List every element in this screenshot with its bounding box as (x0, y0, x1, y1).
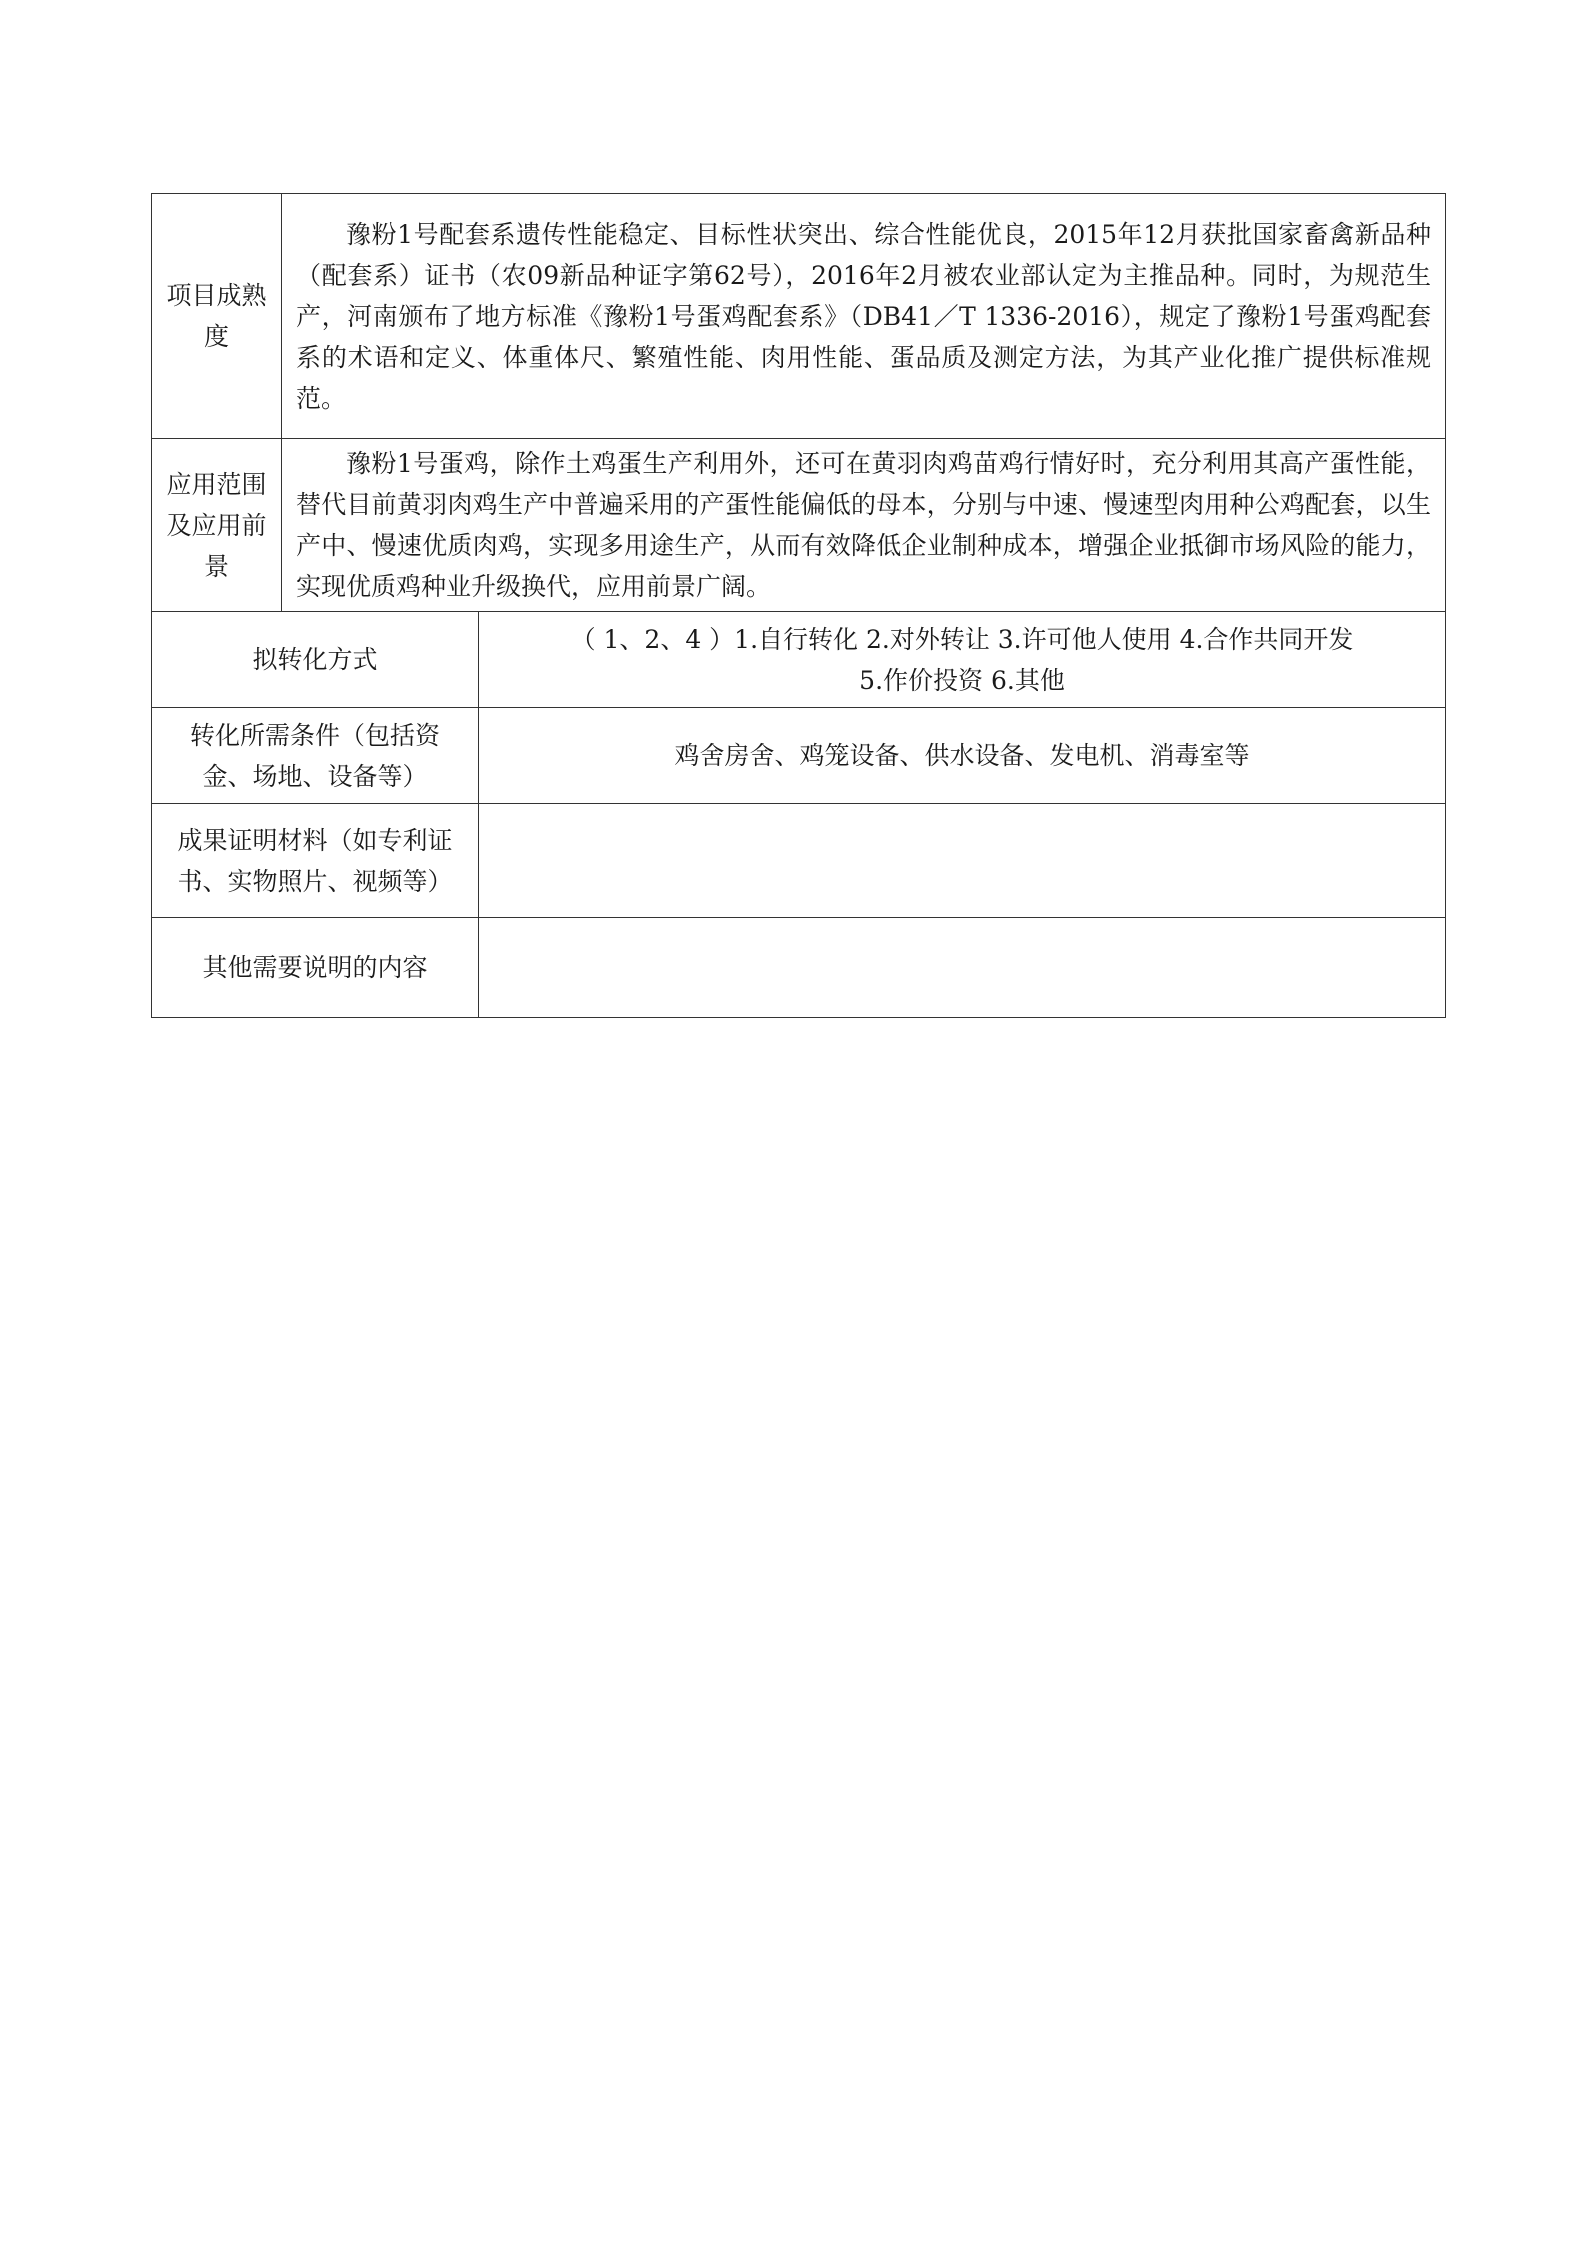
maturity-label: 项目成熟度 (152, 194, 282, 439)
transfer-mode-row (152, 612, 1446, 708)
conditions-content: 鸡舍房舍、鸡笼设备、供水设备、发电机、消毒室等 (479, 708, 1446, 804)
maturity-row (152, 194, 1446, 439)
application-label: 应用范围及应用前景 (152, 439, 282, 612)
evidence-content (479, 804, 1446, 918)
maturity-content: 豫粉1号配套系遗传性能稳定、目标性状突出、综合性能优良，2015年12月获批国家畜禽新品种（配套系）证书（农09新品种证字第62号），2016年2月被农业部认定为主推品种。同时，为规范生产，河南颁布了地方标准《豫粉1号蛋鸡配套系》（DB41／T 1336-2016），规定了豫粉1号蛋鸡配套系的术语和定义、体重体尺、繁殖性能、肉用性能、蛋品质及测定方法，为其产业化推广提供标准规范。 (282, 194, 1446, 439)
application-content: 豫粉1号蛋鸡，除作土鸡蛋生产利用外，还可在黄羽肉鸡苗鸡行情好时，充分利用其高产蛋性能，替代目前黄羽肉鸡生产中普遍采用的产蛋性能偏低的母本，分别与中速、慢速型肉用种公鸡配套，以生产中、慢速优质肉鸡，实现多用途生产，从而有效降低企业制种成本，增强企业抵御市场风险的能力，实现优质鸡种业升级换代，应用前景广阔。 (282, 439, 1446, 612)
evidence-row (152, 804, 1446, 918)
conditions-row (152, 708, 1446, 804)
transfer-mode-line2: 5.作价投资 6.其他 (859, 665, 1065, 695)
other-row (152, 918, 1446, 1018)
transfer-mode-label: 拟转化方式 (152, 612, 479, 708)
transfer-mode-content (479, 612, 1446, 708)
evidence-label: 成果证明材料（如专利证书、实物照片、视频等） (152, 804, 479, 918)
application-row (152, 439, 1446, 612)
conditions-label: 转化所需条件（包括资金、场地、设备等） (152, 708, 479, 804)
other-content (479, 918, 1446, 1018)
other-label: 其他需要说明的内容 (152, 918, 479, 1018)
project-info-table (151, 193, 1446, 1018)
transfer-mode-line1: （ 1、2、4 ）1.自行转化 2.对外转让 3.许可他人使用 4.合作共同开发 (570, 624, 1354, 654)
